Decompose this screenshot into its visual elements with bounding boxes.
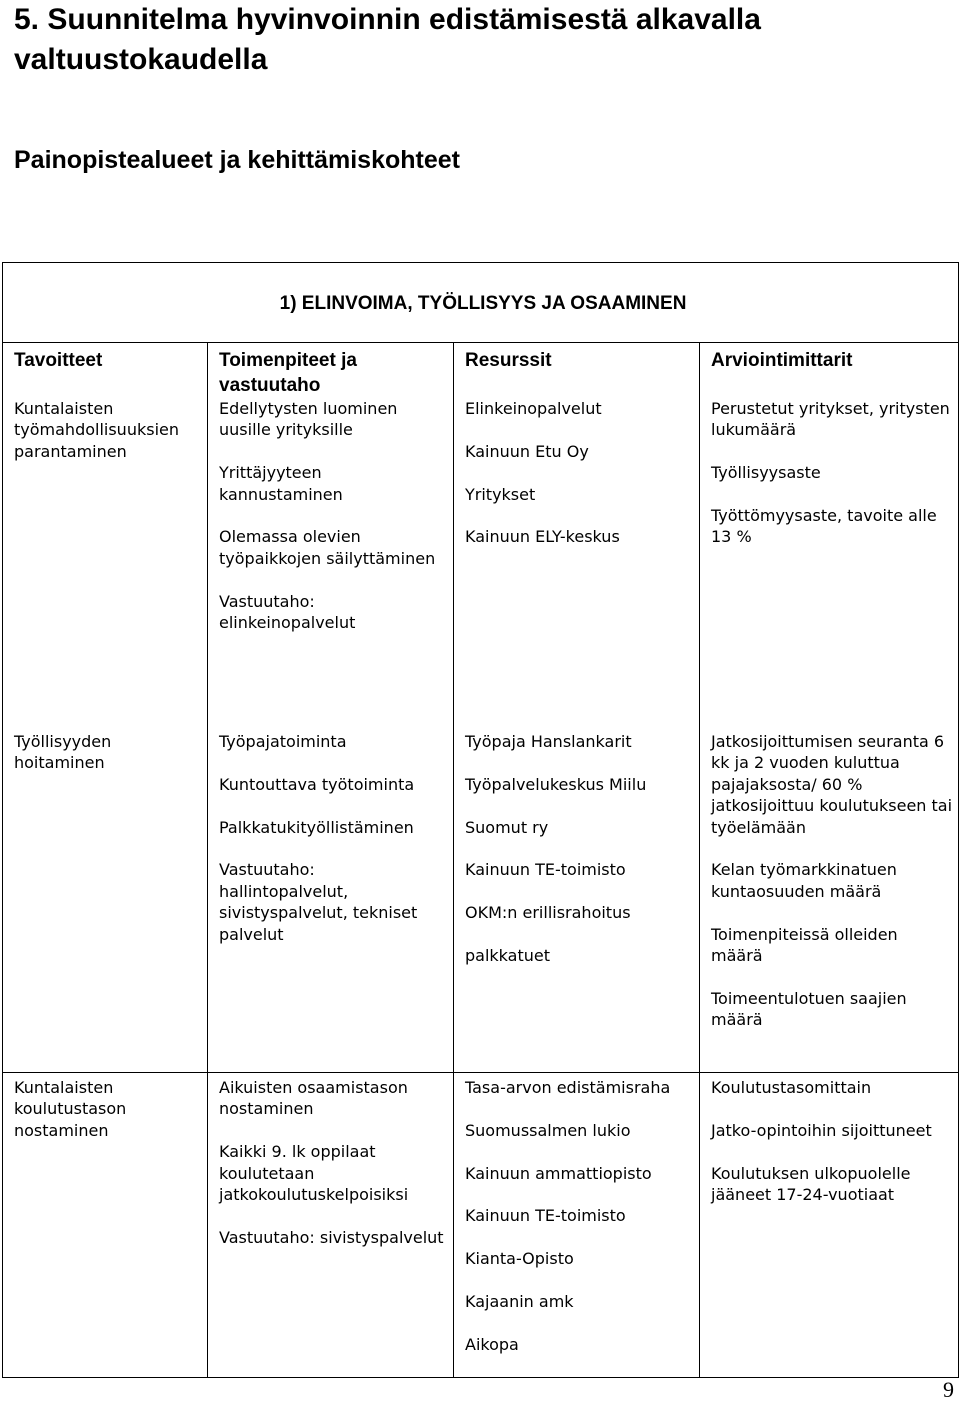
goal-text: Työllisyyden hoitaminen <box>14 732 112 773</box>
goal-text: Kuntalaisten koulutustason nostaminen <box>14 1078 127 1140</box>
actions-cell <box>208 1073 454 1378</box>
indicators-cell <box>700 1073 959 1378</box>
resources-cell <box>454 731 700 1073</box>
indicator-item: Kelan työmarkkinatuen kuntaosuuden määrä <box>711 860 897 901</box>
action-item: Työpajatoiminta <box>219 732 347 751</box>
resource-item: Työpaja Hanslankarit <box>465 732 632 751</box>
column-header-indicators: Arviointimittarit <box>700 343 959 399</box>
action-item: Yrittäjyyteen kannustaminen <box>219 463 343 504</box>
table-header-row <box>3 343 959 399</box>
table-row <box>3 731 959 1073</box>
page-title: 5. Suunnitelma hyvinvoinnin edistämisestä alkavalla valtuustokaudella <box>14 3 761 76</box>
column-header-resources: Resurssit <box>454 343 700 399</box>
responsible-party: Vastuutaho: hallintopalvelut, sivistyspalvelut, tekniset palvelut <box>219 860 418 944</box>
indicator-item: Jatkosijoittumisen seuranta 6 kk ja 2 vuoden kuluttua pajajaksosta/ 60 % jatkosijoittuu koulutukseen tai työelämään <box>711 732 953 837</box>
indicator-item: Perustetut yritykset, yritysten lukumäärä <box>711 399 950 440</box>
resource-item: OKM:n erillisrahoitus <box>465 903 631 923</box>
plan-table <box>2 262 959 1378</box>
resources-cell <box>454 1073 700 1378</box>
column-header-actions: Toimenpiteet ja vastuutaho <box>208 343 454 399</box>
resource-item: Kainuun Etu Oy <box>465 441 589 461</box>
resource-item: Työpalvelukeskus Miilu <box>465 774 647 794</box>
table-title-row <box>3 263 959 343</box>
table-title: 1) ELINVOIMA, TYÖLLISYYS JA OSAAMINEN <box>3 263 959 343</box>
indicator-item: Toimenpiteissä olleiden määrä <box>711 924 898 966</box>
section-subtitle: Painopistealueet ja kehittämiskohteet <box>14 146 460 174</box>
responsible-party: Vastuutaho: sivistyspalvelut <box>219 1227 444 1247</box>
indicator-item: Jatko-opintoihin sijoittuneet <box>711 1120 932 1140</box>
indicator-item: Työllisyysaste <box>711 463 821 483</box>
indicator-item: Työttömyysaste, tavoite alle 13 % <box>711 506 937 547</box>
indicators-cell <box>700 398 959 731</box>
resource-item: Kainuun TE-toimisto <box>465 1206 626 1226</box>
resource-item: Suomut ry <box>465 817 549 837</box>
indicator-item: Koulutuksen ulkopuolelle jääneet 17-24-vuotiaat <box>711 1163 911 1204</box>
resource-item: Kainuun ammattiopisto <box>465 1163 652 1183</box>
resource-item: Kainuun ELY-keskus <box>465 527 620 547</box>
column-header-goals: Tavoitteet <box>3 343 208 399</box>
table-row <box>3 1073 959 1378</box>
action-item: Olemassa olevien työpaikkojen säilyttäminen <box>219 527 436 568</box>
actions-cell <box>208 398 454 731</box>
goal-cell <box>3 1073 208 1378</box>
goal-cell <box>3 731 208 1073</box>
resource-item: Tasa-arvon edistämisraha <box>465 1078 671 1097</box>
indicator-item: Koulutustasomittain <box>711 1078 872 1097</box>
resource-item: Kianta-Opisto <box>465 1249 574 1269</box>
goal-text: Kuntalaisten työmahdollisuuksien parantaminen <box>14 399 179 461</box>
resource-item: Suomussalmen lukio <box>465 1120 631 1140</box>
resource-item: Kajaanin amk <box>465 1291 574 1311</box>
resource-item: palkkatuet <box>465 945 550 965</box>
action-item: Edellytysten luominen uusille yrityksille <box>219 399 398 440</box>
action-item: Kaikki 9. lk oppilaat koulutetaan jatkokoulutuskelpoisiksi <box>219 1142 409 1205</box>
action-item: Kuntouttava työtoiminta <box>219 774 415 794</box>
action-item: Palkkatukityöllistäminen <box>219 817 414 837</box>
goal-cell <box>3 398 208 731</box>
responsible-party: Vastuutaho: elinkeinopalvelut <box>219 591 356 633</box>
resource-item: Kainuun TE-toimisto <box>465 860 626 880</box>
resource-item: Elinkeinopalvelut <box>465 399 602 418</box>
resource-item: Aikopa <box>465 1334 519 1354</box>
resource-item: Yritykset <box>465 484 536 504</box>
page-number: 9 <box>943 1377 954 1402</box>
resources-cell <box>454 398 700 731</box>
indicator-item: Toimeentulotuen saajien määrä <box>711 988 907 1030</box>
actions-cell <box>208 731 454 1073</box>
indicators-cell <box>700 731 959 1073</box>
table-row <box>3 398 959 731</box>
action-item: Aikuisten osaamistason nostaminen <box>219 1078 408 1119</box>
